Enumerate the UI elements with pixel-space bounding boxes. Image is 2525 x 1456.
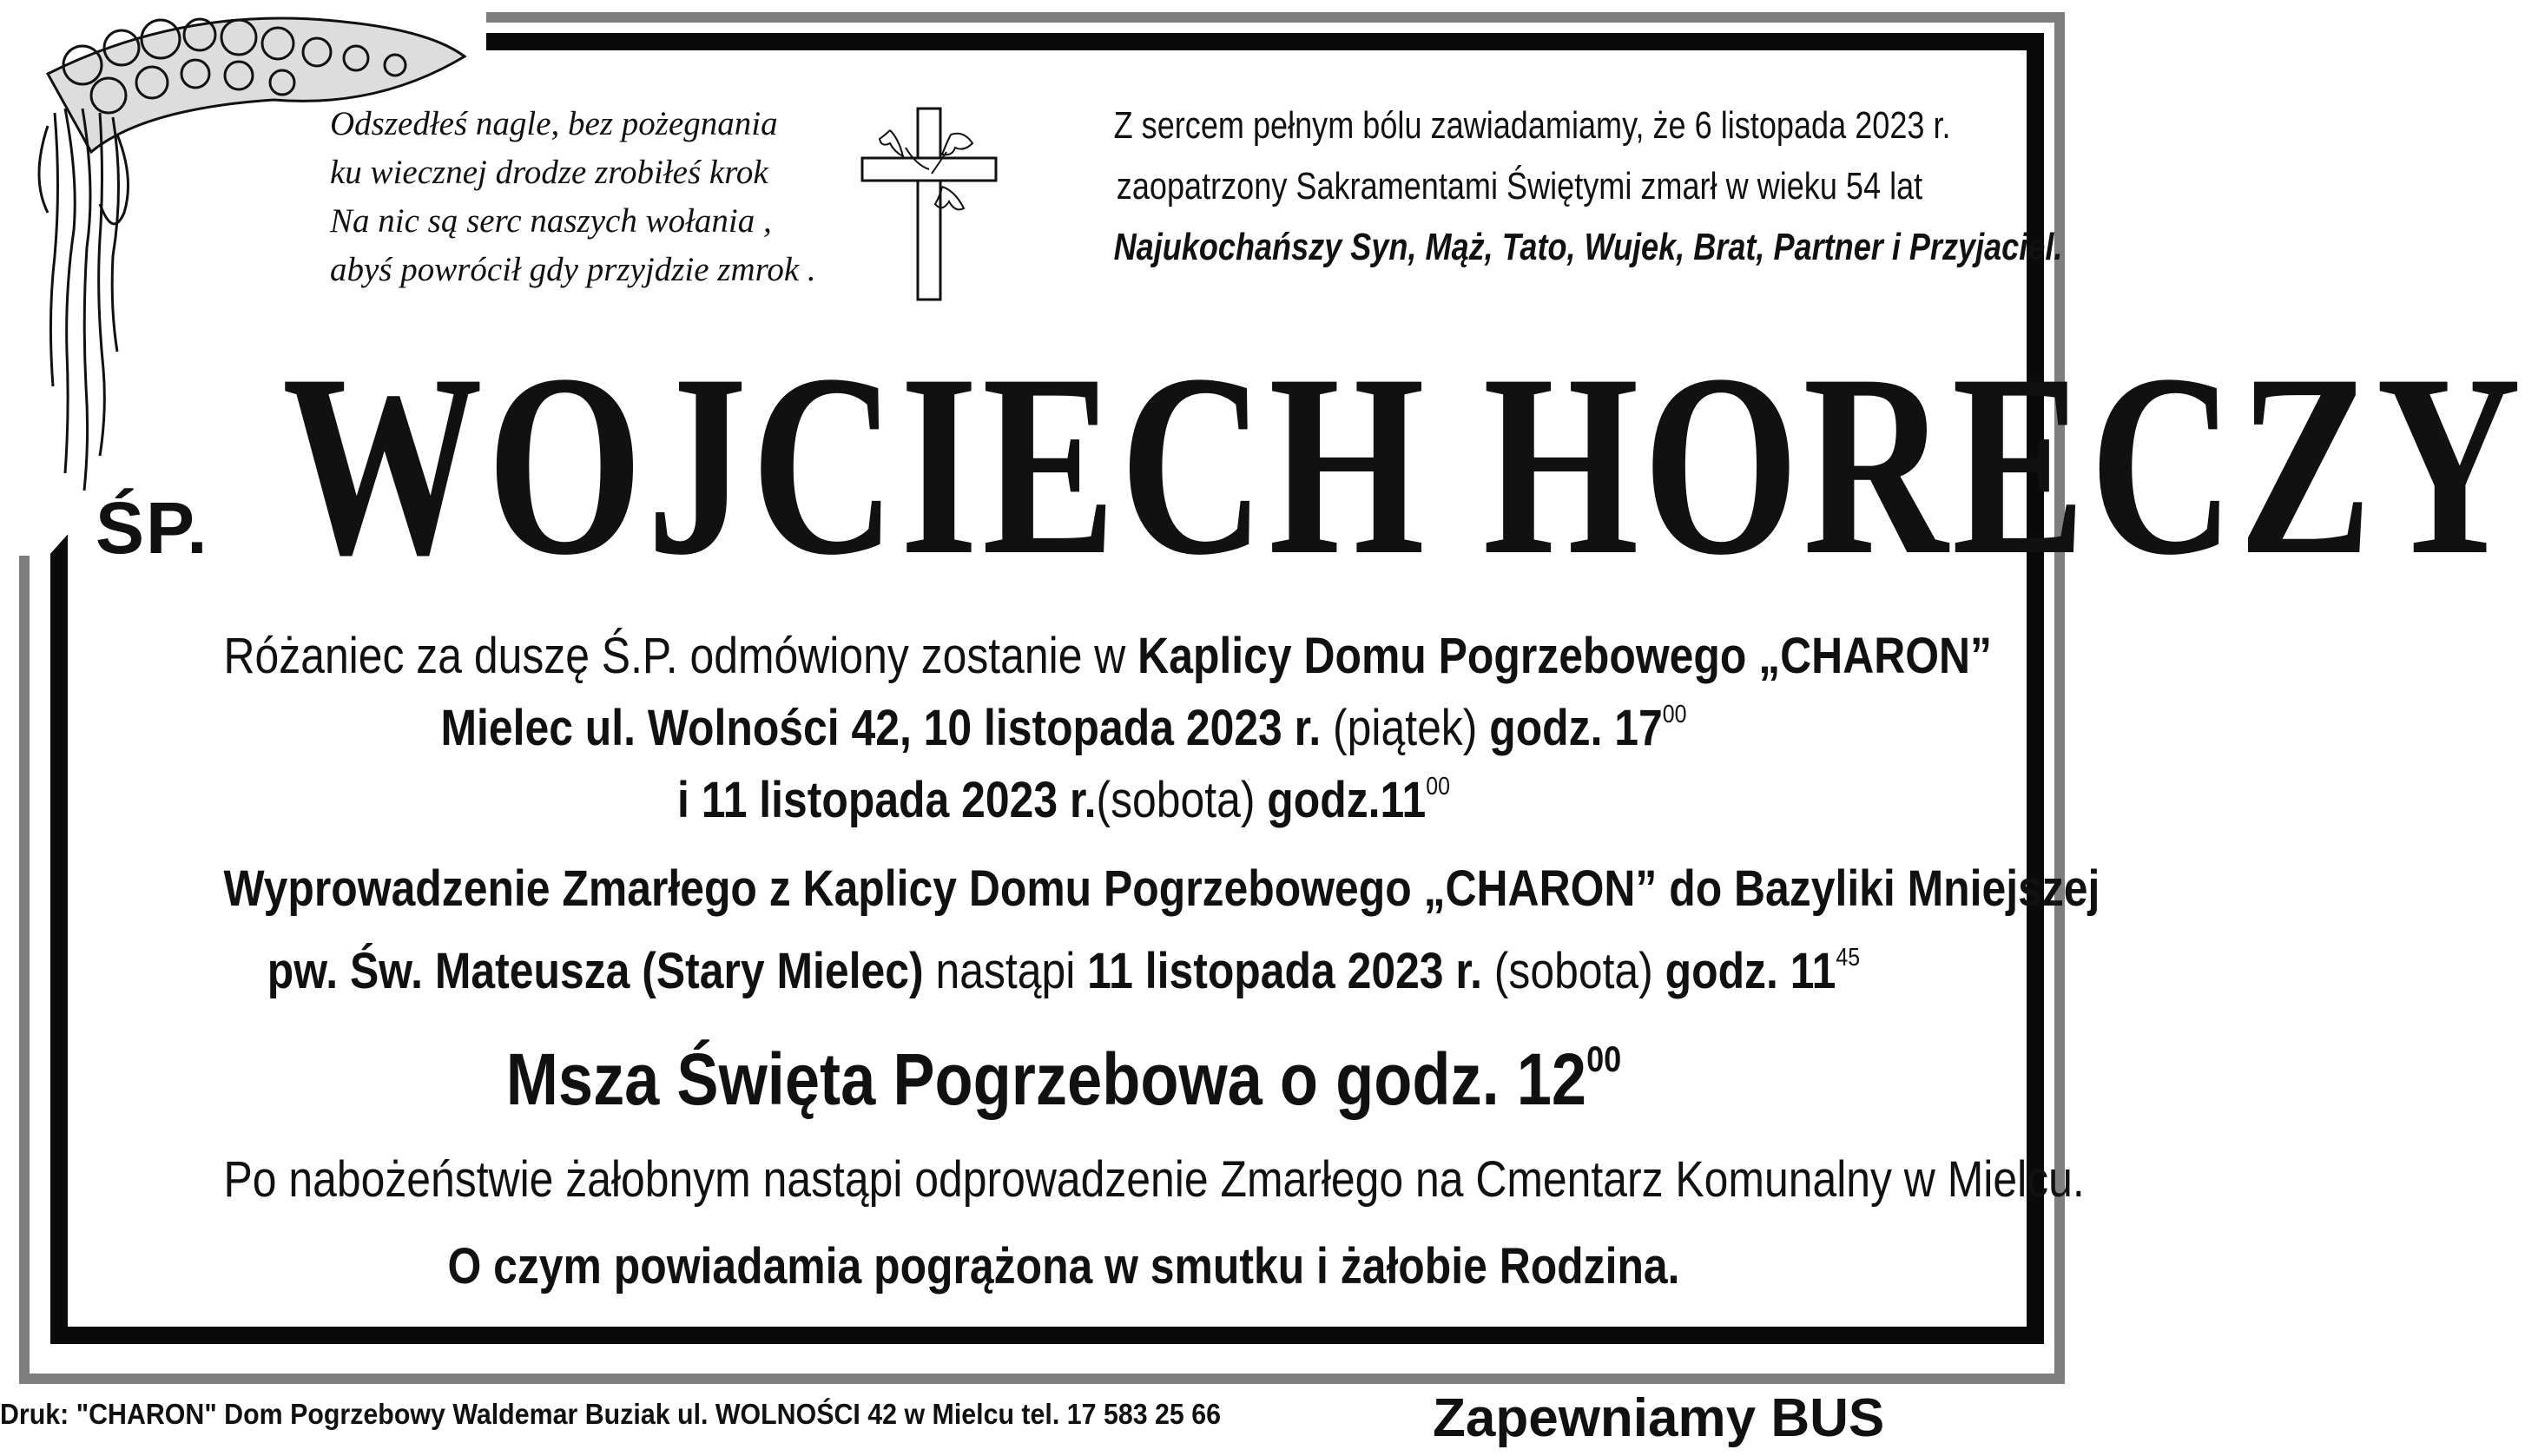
departure-weekday: (sobota) xyxy=(1481,943,1665,999)
departure-hour: godz. 11 xyxy=(1665,943,1836,999)
departure-line-1: Wyprowadzenie Zmarłego z Kaplicy Domu Pogrzebowego „CHARON” do Bazyliki Mniejszej xyxy=(223,860,2100,917)
departure-line-2 xyxy=(224,942,1904,1000)
poem-line: abyś powrócił gdy przyjdzie zmrok . xyxy=(330,251,816,288)
rosary-weekday: (piątek) xyxy=(1321,700,1490,756)
departure-date: 11 listopada 2023 r. xyxy=(1087,943,1482,999)
rosary-text: Różaniec za duszę Ś.P. odmówiony zostanie w xyxy=(223,628,1138,684)
announcement-line-1: Z sercem pełnym bólu zawiadamiamy, że 6 listopada 2023 r. xyxy=(1113,104,1951,147)
cross-with-lilies-icon xyxy=(855,104,1003,304)
rosary-line-1 xyxy=(223,627,1993,685)
poem-line: Na nic są serc naszych wołania , xyxy=(330,202,772,240)
bus-notice: Zapewniamy BUS xyxy=(1433,1388,1885,1448)
memorial-poem xyxy=(330,100,816,294)
funeral-mass-minutes: 00 xyxy=(1586,1038,1622,1080)
burial-line: Po nabożeństwie żałobnym nastąpi odprowadzenie Zmarłego na Cmentarz Komunalny w Mielcu. xyxy=(223,1151,2085,1208)
rosary-line-2 xyxy=(224,699,1904,757)
rosary-address-date: Mielec ul. Wolności 42, 10 listopada 2023 r. xyxy=(440,700,1322,756)
announcement xyxy=(1113,96,2063,278)
rosary-hour-label: godz xyxy=(1489,700,1591,756)
deceased-name: WOJCIECH HORECZY xyxy=(282,320,2525,609)
departure-church: pw. Św. Mateusza (Stary Mielec) xyxy=(267,943,924,999)
funeral-mass-line xyxy=(224,1038,1904,1122)
rosary-line-3 xyxy=(224,771,1904,829)
rosary-second-date: i 11 listopada 2023 r. xyxy=(677,772,1097,828)
departure-minutes: 45 xyxy=(1836,943,1861,972)
rosary-second-weekday: (sobota) xyxy=(1096,772,1268,828)
deceased-name-row xyxy=(96,320,2525,609)
rosary-minutes: 00 xyxy=(1662,700,1687,728)
announcement-line-2: zaopatrzony Sakramentami Świętymi zmarł w wieku 54 lat xyxy=(1116,165,1923,208)
rosary-second-minutes: 00 xyxy=(1426,772,1450,800)
announcement-line-3: Najukochańszy Syn, Mąż, Tato, Wujek, Brat, Partner i Przyjaciel. xyxy=(1113,226,2063,268)
family-line: O czym powiadamia pogrążona w smutku i żałobie Rodzina. xyxy=(447,1238,1680,1295)
deceased-prefix: ŚP. xyxy=(96,487,209,569)
departure-verb: nastąpi xyxy=(923,943,1088,999)
funeral-mass-text: Msza Święta Pogrzebowa o godz. 12 xyxy=(505,1038,1587,1120)
print-info: Druk: "CHARON" Dom Pogrzebowy Waldemar Buziak ul. WOLNOŚCI 42 w Mielcu tel. 17 583 25 66 xyxy=(0,1398,1222,1430)
poem-line: ku wiecznej drodze zrobiłeś krok xyxy=(330,154,768,191)
rosary-second-hour: godz.11 xyxy=(1267,772,1427,828)
poem-line: Odszedłeś nagle, bez pożegnania xyxy=(330,105,778,142)
rosary-hour: . 17 xyxy=(1590,700,1663,756)
rosary-chapel: Kaplicy Domu Pogrzebowego „CHARON” xyxy=(1137,628,1993,684)
